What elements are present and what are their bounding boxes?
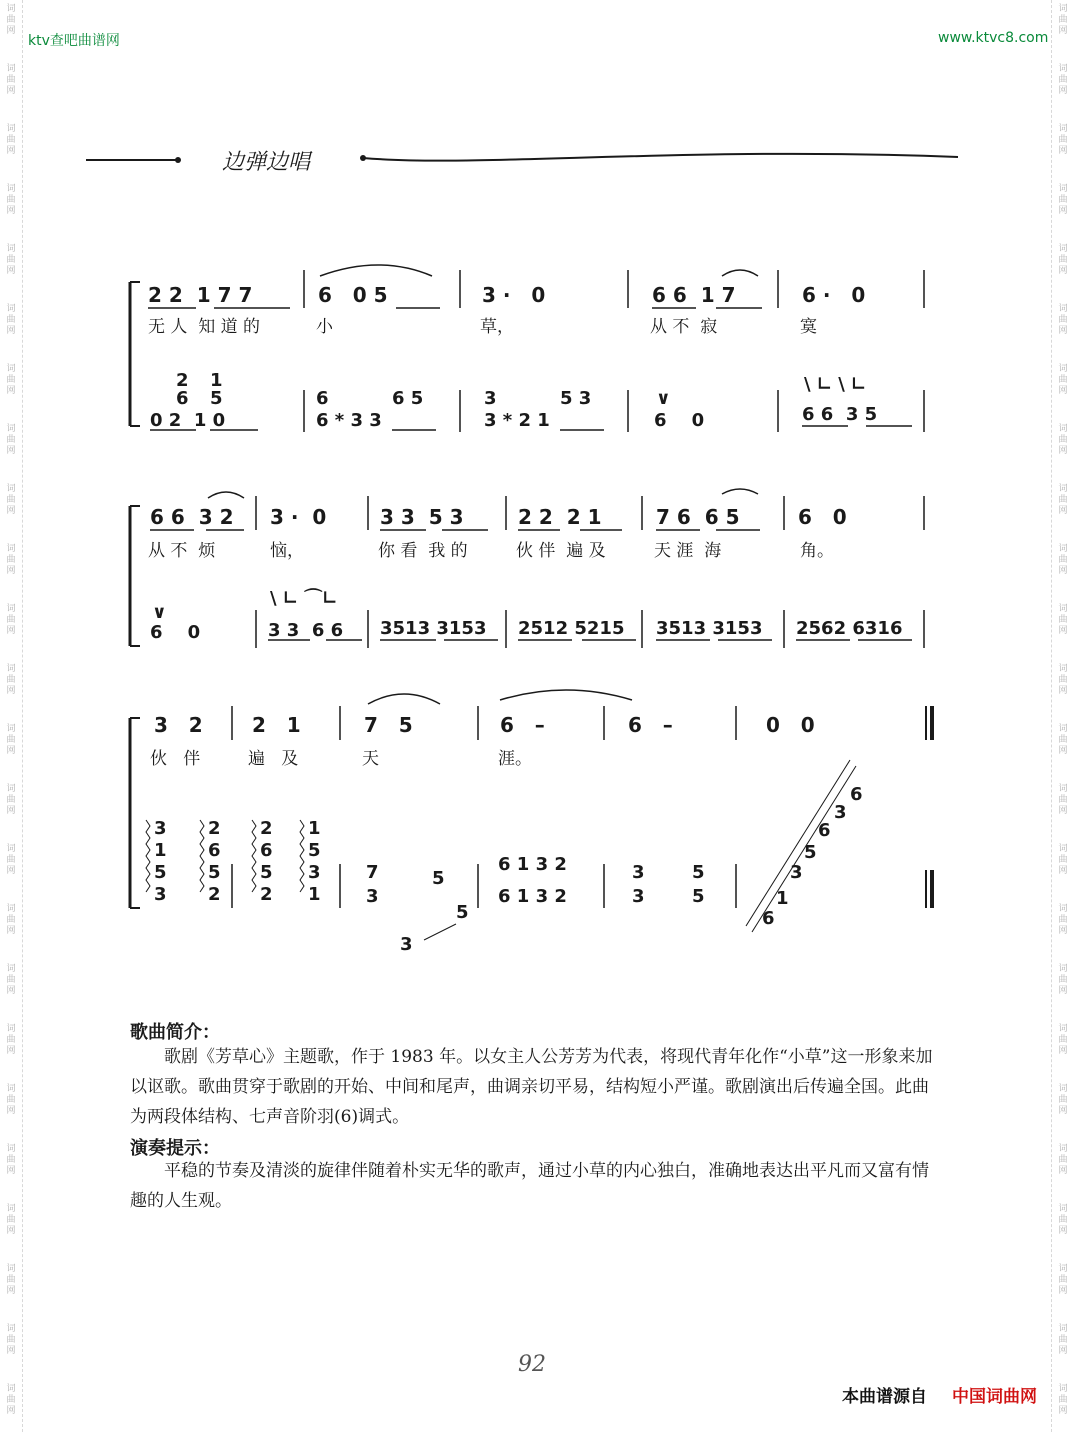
side-watermark-mark: 词 曲 网	[1058, 604, 1068, 636]
r3-accomp-m1	[150, 959, 158, 961]
r1-melody-m1: 2 2 1 7 7	[148, 283, 253, 307]
side-watermark-mark: 词 曲 网	[1058, 664, 1068, 696]
side-watermark-mark: 词 曲 网	[6, 604, 16, 636]
r2-accomp-m1: 6 0	[150, 622, 201, 643]
svg-text:3: 3	[154, 884, 167, 905]
side-watermark-mark: 词 曲 网	[6, 484, 16, 516]
side-watermark-mark: 词 曲 网	[1058, 1324, 1068, 1356]
intro-heading: 歌曲简介：	[130, 1022, 220, 1043]
svg-text:5: 5	[210, 388, 223, 409]
r2-melody-m3: 3 3 5 3	[380, 505, 464, 529]
r3-lyric-1: 伙 伴	[150, 749, 201, 769]
svg-text:6 5: 6 5	[392, 388, 424, 409]
section-title: 边弹边唱	[222, 150, 311, 175]
svg-text:5: 5	[432, 868, 445, 889]
side-watermark-mark: 词 曲 网	[6, 184, 16, 216]
side-watermark-mark: 词 曲 网	[6, 964, 16, 996]
side-watermark-mark: 词 曲 网	[6, 4, 16, 36]
r2-accomp-m2: 3 3 6 6	[268, 620, 344, 641]
side-watermark-mark: 词 曲 网	[6, 64, 16, 96]
r3-melody-m5: 6 –	[628, 713, 673, 737]
r2-accomp-m6: 2562 6316	[796, 618, 903, 639]
side-watermark-mark: 词 曲 网	[1058, 244, 1068, 276]
r3-melody-m6: 0 0	[766, 713, 815, 737]
side-watermark-mark: 词 曲 网	[1058, 544, 1068, 576]
site-watermark-left: ktv查吧曲谱网	[28, 33, 120, 49]
svg-text:\ ∟ ⌒∟: \ ∟ ⌒∟	[270, 588, 338, 609]
r1-lyric-3: 草，	[480, 317, 514, 337]
side-watermark-mark: 词 曲 网	[6, 784, 16, 816]
r3-lyric-2: 遍 及	[248, 749, 299, 769]
side-watermark-mark: 词 曲 网	[6, 1084, 16, 1116]
svg-text:7: 7	[366, 862, 379, 883]
side-watermark-mark: 词 曲 网	[6, 244, 16, 276]
svg-text:1: 1	[308, 818, 321, 839]
r1-accomp-m5: 6 6 3 5	[802, 404, 878, 425]
svg-text:5: 5	[260, 862, 273, 883]
svg-text:5: 5	[456, 902, 469, 923]
svg-text:1: 1	[308, 884, 321, 905]
r1-accomp-m4: 6 0	[654, 410, 705, 431]
svg-text:3: 3	[366, 886, 379, 907]
side-watermark-mark: 词 曲 网	[1058, 124, 1068, 156]
svg-text:6: 6	[260, 840, 273, 861]
side-watermark-mark: 词 曲 网	[6, 304, 16, 336]
r3-melody-m2: 2 1	[252, 713, 301, 737]
svg-text:3: 3	[154, 818, 167, 839]
system-bracket-2	[130, 506, 140, 646]
footer-source-label: 本曲谱源自	[842, 1387, 927, 1407]
footer-site-link[interactable]: 中国词曲网	[952, 1387, 1037, 1407]
svg-text:2: 2	[208, 818, 221, 839]
side-watermark-mark: 词 曲 网	[1058, 364, 1068, 396]
side-watermark-mark: 词 曲 网	[6, 124, 16, 156]
svg-text:3: 3	[308, 862, 321, 883]
r2-melody-m6: 6 0	[798, 505, 847, 529]
side-watermark-mark: 词 曲 网	[1058, 484, 1068, 516]
side-watermark-mark: 词 曲 网	[6, 544, 16, 576]
r3-lyric-3: 天	[362, 749, 379, 769]
r2-melody-m1: 6 6 3 2	[150, 505, 234, 529]
svg-text:3: 3	[632, 862, 645, 883]
r3-melody-m4: 6 –	[500, 713, 545, 737]
svg-text:1: 1	[776, 888, 789, 909]
side-watermark-mark: 词 曲 网	[1058, 964, 1068, 996]
side-watermark-mark: 词 曲 网	[1058, 1144, 1068, 1176]
svg-text:2: 2	[260, 884, 273, 905]
system-bracket-3	[130, 718, 140, 908]
r2-melody-m4: 2 2 2 1	[518, 505, 602, 529]
side-watermark-mark: 词 曲 网	[6, 664, 16, 696]
intro-paragraph: 歌剧《芳草心》主题歌，作于 1983 年。以女主人公芳芳为代表，将现代青年化作“小草”这一形象来加以讴歌。歌曲贯穿于歌剧的开始、中间和尾声，曲调亲切平易，结构短小严谨。歌剧演出后传遍全国。此曲为两段体结构、七声音阶羽(6)调式。	[130, 1047, 933, 1127]
svg-text:3: 3	[834, 802, 847, 823]
side-watermark-mark: 词 曲 网	[6, 424, 16, 456]
svg-text:6: 6	[818, 820, 831, 841]
svg-text:5: 5	[692, 862, 705, 883]
svg-text:5: 5	[208, 862, 221, 883]
tips-heading: 演奏提示：	[130, 1138, 220, 1159]
r3-melody-m1: 3 2	[154, 713, 203, 737]
page-number: 92	[518, 1352, 546, 1377]
svg-text:∨: ∨	[656, 388, 671, 409]
svg-text:6: 6	[208, 840, 221, 861]
tips-paragraph: 平稳的节奏及清淡的旋律伴随着朴实无华的歌声，通过小草的内心独白，准确地表达出平凡而又富有情趣的人生观。	[130, 1161, 929, 1211]
svg-text:2: 2	[176, 370, 189, 391]
side-watermark-mark: 词 曲 网	[1058, 4, 1068, 36]
r2-melody-m5: 7 6 6 5	[656, 505, 740, 529]
side-watermark-mark: 词 曲 网	[1058, 304, 1068, 336]
r2-melody-m2: 3 · 0	[270, 505, 327, 529]
header-rule	[80, 140, 970, 180]
side-watermark-mark: 词 曲 网	[6, 1324, 16, 1356]
svg-text:5: 5	[154, 862, 167, 883]
side-watermark-mark: 词 曲 网	[1058, 1204, 1068, 1236]
r3-melody-m3: 7 5	[364, 713, 413, 737]
side-watermark-mark: 词 曲 网	[1058, 424, 1068, 456]
side-watermark-mark: 词 曲 网	[6, 1264, 16, 1296]
r2-lyric-4: 伙 伴 遍 及	[516, 541, 606, 561]
svg-text:6: 6	[316, 388, 329, 409]
svg-text:6: 6	[850, 784, 863, 805]
side-watermark-mark: 词 曲 网	[6, 1024, 16, 1056]
svg-text:3: 3	[484, 388, 497, 409]
svg-text:3: 3	[400, 934, 413, 955]
side-watermark-mark: 词 曲 网	[6, 1144, 16, 1176]
side-watermark-mark: 词 曲 网	[1058, 64, 1068, 96]
r2-lyric-6: 角。	[800, 541, 834, 561]
r1-melody-m5: 6 · 0	[802, 283, 866, 307]
r1-melody-m2: 6 0 5	[318, 283, 388, 307]
svg-text:6 1 3 2: 6 1 3 2	[498, 854, 567, 875]
r1-accomp-m3: 3 * 2 1	[484, 410, 550, 431]
r1-melody-m3: 3 · 0	[482, 283, 546, 307]
site-watermark-right: www.ktvc8.com	[938, 30, 1049, 46]
svg-text:1: 1	[210, 370, 223, 391]
r3-lyric-4: 涯。	[498, 749, 532, 769]
r2-accomp-m3: 3513 3153	[380, 618, 487, 639]
svg-text:∨: ∨	[152, 602, 167, 623]
svg-text:3: 3	[632, 886, 645, 907]
side-watermark-mark: 词 曲 网	[1058, 904, 1068, 936]
side-watermark-mark: 词 曲 网	[6, 364, 16, 396]
side-watermark-mark: 词 曲 网	[1058, 724, 1068, 756]
svg-text:5: 5	[692, 886, 705, 907]
r2-accomp-m4: 2512 5215	[518, 618, 625, 639]
side-watermark-mark: 词 曲 网	[6, 1384, 16, 1416]
side-watermark-mark: 词 曲 网	[1058, 784, 1068, 816]
side-watermark-mark: 词 曲 网	[1058, 1024, 1068, 1056]
r1-lyric-2: 小	[316, 317, 333, 337]
r2-lyric-3: 你 看 我 的	[378, 541, 468, 561]
svg-text:\ ∟ \ ∟: \ ∟ \ ∟	[804, 374, 867, 395]
r1-lyric-4: 从 不 寂	[650, 317, 718, 337]
side-watermark-mark: 词 曲 网	[6, 1204, 16, 1236]
r1-lyric-5: 寞	[800, 317, 817, 337]
side-watermark-mark: 词 曲 网	[6, 724, 16, 756]
svg-text:2: 2	[208, 884, 221, 905]
svg-text:1: 1	[154, 840, 167, 861]
r2-accomp-m5: 3513 3153	[656, 618, 763, 639]
score-sheet	[0, 240, 1074, 970]
side-watermark-mark: 词 曲 网	[6, 904, 16, 936]
svg-text:6: 6	[176, 388, 189, 409]
r1-accomp-m2: 6 * 3 3	[316, 410, 382, 431]
r2-lyric-2: 恼，	[270, 541, 304, 561]
svg-text:6: 6	[762, 908, 775, 929]
svg-text:3: 3	[790, 862, 803, 883]
r2-lyric-1: 从 不 烦	[148, 541, 216, 561]
svg-text:2: 2	[260, 818, 273, 839]
side-watermark-mark: 词 曲 网	[1058, 1084, 1068, 1116]
svg-text:5: 5	[308, 840, 321, 861]
r1-lyric-1: 无 人 知 道 的	[148, 317, 261, 337]
side-watermark-mark: 词 曲 网	[1058, 844, 1068, 876]
side-watermark-mark: 词 曲 网	[1058, 184, 1068, 216]
svg-text:5 3: 5 3	[560, 388, 592, 409]
side-watermark-mark: 词 曲 网	[1058, 1264, 1068, 1296]
system-bracket-1	[130, 282, 140, 426]
svg-text:5: 5	[804, 842, 817, 863]
r1-melody-m4: 6 6 1 7	[652, 283, 736, 307]
r1-accomp-m1: 0 2 1 0	[150, 410, 226, 431]
side-watermark-mark: 词 曲 网	[6, 844, 16, 876]
side-watermark-mark: 词 曲 网	[1058, 1384, 1068, 1416]
r2-lyric-5: 天 涯 海	[654, 541, 722, 561]
svg-text:6 1 3 2: 6 1 3 2	[498, 886, 567, 907]
